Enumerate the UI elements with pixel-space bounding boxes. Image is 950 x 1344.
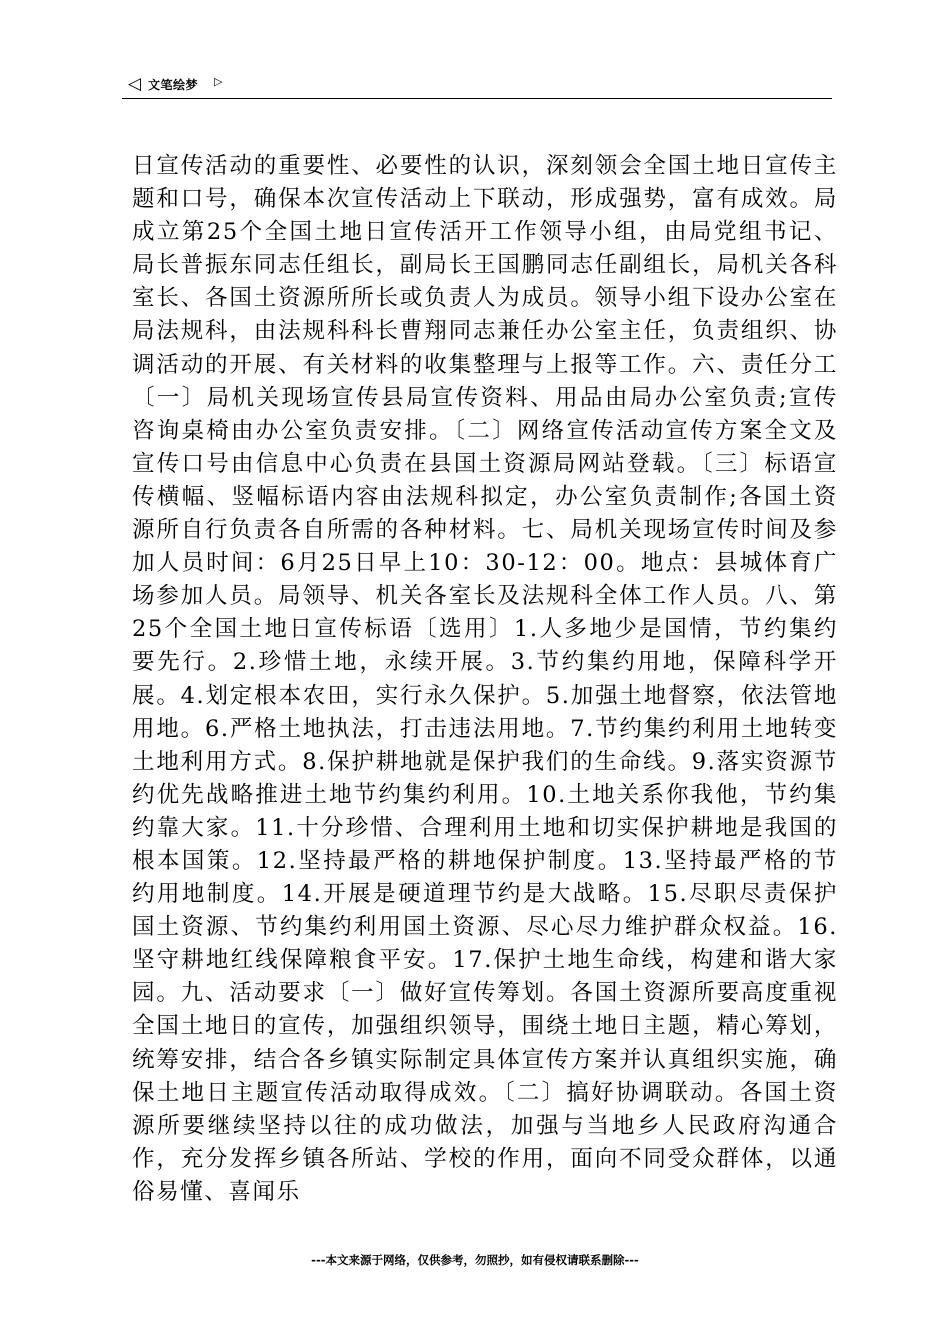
header-title: 文笔绘梦 xyxy=(148,78,199,92)
body-paragraph: 日宣传活动的重要性、必要性的认识，深刻领会全国土地日宣传主题和口号，确保本次宣传活动上下联动，形成强势，富有成效。局成立第25个全国土地日宣传活开工作领导小组，由局党组书记、局长普振东同志任组长，副局长王国鹏同志任副组长，局机关各科室长、各国土资源所所长或负责人为成员。领导小组下设办公室在局法规科，由法规科科长曹翔同志兼任办公室主任，负责组织、协调活动的开展、有关材料的收集整理与上报等工作。六、责任分工〔一〕局机关现场宣传县局宣传资料、用品由局办公室负责;宣传咨询桌椅由办公室负责安排。〔二〕网络宣传活动宣传方案全文及宣传口号由信息中心负责在县国土资源局网站登载。〔三〕标语宣传横幅、竖幅标语内容由法规科拟定，办公室负责制作;各国土资源所自行负责各自所需的各种材料。七、局机关现场宣传时间及参加人员时间：6月25日早上10：30-12：00。地点：县城体育广场参加人员。局领导、机关各室长及法规科全体工作人员。八、第25个全国土地日宣传标语〔选用〕1.人多地少是国情，节约集约要先行。2.珍惜土地，永续开展。3.节约集约用地，保障科学开展。4.划定根本农田，实行永久保护。5.加强土地督察，依法管地用地。6.严格土地执法，打击违法用地。7.节约集约利用土地转变土地利用方式。8.保护耕地就是保护我们的生命线。9.落实资源节约优先战略推进土地节约集约利用。10.土地关系你我他，节约集约靠大家。11.十分珍惜、合理利用土地和切实保护耕地是我国的根本国策。12.坚持最严格的耕地保护制度。13.坚持最严格的节约用地制度。14.开展是硬道理节约是大战略。15.尽职尽责保护国土资源、节约集约利用国土资源、尽心尽力维护群众权益。16.坚守耕地红线保障粮食平安。17.保护土地生命线，构建和谐大家园。九、活动要求〔一〕做好宣传筹划。各国土资源所要高度重视全国土地日的宣传，加强组织领导，围绕土地日主题，精心筹划，统筹安排，结合各乡镇实际制定具体宣传方案并认真组织实施，确保土地日主题宣传活动取得成效。〔二〕搞好协调联动。各国土资源所要继续坚持以往的成功做法，加强与当地乡人民政府沟通合作，充分发挥乡镇各所站、学校的作用，面向不同受众群体，以通俗易懂、喜闻乐 xyxy=(132,153,838,1205)
page-header xyxy=(122,72,832,99)
footer-disclaimer: ---本文来源于网络，仅供参考，勿照抄，如有侵权请联系删除--- xyxy=(311,1253,639,1267)
triangle-right-icon: ▷ xyxy=(214,75,223,88)
triangle-left-icon: ◁ xyxy=(128,74,142,94)
